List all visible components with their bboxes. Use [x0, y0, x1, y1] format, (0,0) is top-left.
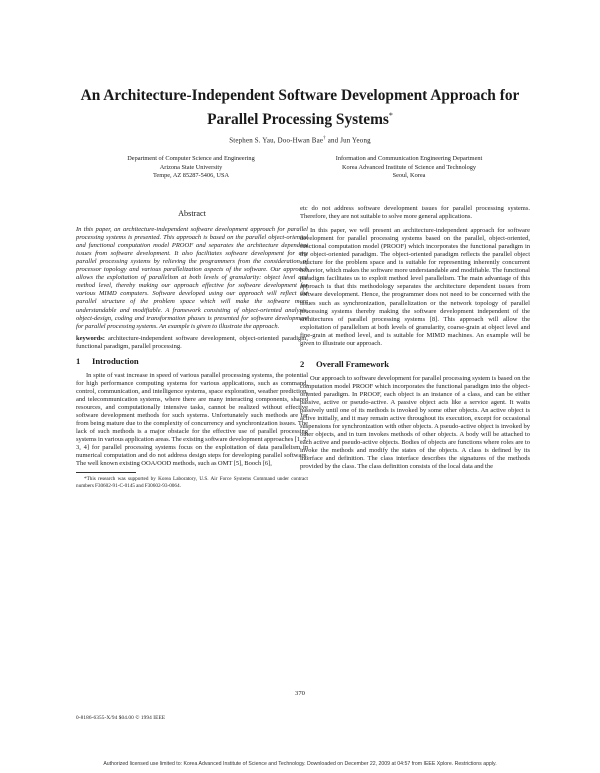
section-2-body: Our approach to software development for parallel processing system is based on the computation model PROOF which incorporates the functional paradigm into the object-oriented paradigm. In PROOF, each object is an instance of a class, and can be either passive, active or pseudo-active. A passive object acts like a service agent. It waits passively until one of its methods is invoked by some other objects. An active object is active initially, and it may remain active throughout its execution, except for occasional suspensions for synchronization with other objects. A pseudo-active object is invoked by other objects, and in turn invokes methods of other objects. A body will be attached to each active and pseudo-active objects. Bodies of objects are functions where roles are to invoke the methods and modify the states of the objects. A class is defined by its interface and definition. The class interface describes the signatures of the methods provided by the class. The class definition consists of the local data and the [300, 374, 530, 471]
affiliation-kaist [296, 155, 522, 181]
paper-title-line-1: An Architecture-Independent Software Development Approach for [80, 87, 520, 104]
section-2-title: Overall Framework [316, 358, 390, 369]
keywords-paragraph [76, 335, 308, 351]
affiliation-asu-univ: Arizona State University [159, 163, 223, 171]
section-1-number: 1 [76, 355, 81, 366]
keywords-label: keywords: [76, 334, 105, 342]
section-1-heading [76, 357, 308, 365]
author-yeong: and Jun Yeong [327, 137, 371, 145]
abstract-body: In this paper, an architecture-independent software development approach for parallel processing systems is presented. This approach is based on the parallel object-oriented and functional computation model PROOF and separates the architecture dependent issues from software development. It also facilitates software development for any parallel processing systems by relieving the programmers from the consideration of processor topology and various parallelization aspects of the software. Our approach allows the exploitation of parallelism at both levels of granularity: object level and method level, thereby making our approach effective for software development for various MIMD computers. Software developed using our approach will reflect the parallel structure of the problem space which will make the software more understandable and modifiable. A framework consisting of object-oriented analysis, object-design, coding and transformation phases is presented for software development for parallel processing systems. An example is given to illustrate the approach. [76, 226, 308, 330]
intro-continuation: etc do not address software development issues for parallel processing systems. Therefore, they are not suitable to solve more general applications. [300, 205, 530, 221]
section-2-heading [300, 360, 530, 368]
right-column [300, 205, 530, 471]
affiliation-asu [78, 155, 304, 181]
paper-title [40, 86, 560, 130]
affiliation-kaist-dept: Information and Communication Engineering Department [335, 155, 483, 162]
affiliation-asu-address: Tempe, AZ 85287-5406, USA [153, 172, 229, 180]
author-bae-mark: † [323, 136, 326, 141]
keywords-text: architecture-independent software development, object-oriented paradigm, functional paradigm, parallel processing. [76, 334, 308, 350]
affiliation-asu-dept: Department of Computer Science and Engineering [127, 155, 255, 162]
section-1-title: Introduction [92, 355, 139, 366]
paper-title-line-2: Parallel Processing Systems [207, 111, 389, 129]
abstract-heading: Abstract [178, 209, 206, 218]
section-2-number: 2 [300, 358, 305, 369]
section-1-body: In spite of vast increase in speed of various parallel processing systems, the potential for high performance computing systems for various applications, such as command, control, communication, and intelligence systems, space exploration, weather prediction, and telecommunication systems, where there are many interacting components, shared resources, and computationally intensive tasks, cannot be realized without effective software development methods for such systems. Unfortunately such methods are far from being mature due to the complexity of concurrency and synchronization issues. The lack of such methods is a major obstacle for the effective use of parallel processing systems in various application areas. The existing software development approaches [1, 2, 3, 4] for parallel processing systems focus on the exploitation of data parallelism in numerical computation and do not address design steps for developing parallel software. The well known existing OOA/OOD methods, such as OMT [5], Booch [6], [76, 371, 308, 468]
left-column [76, 210, 308, 489]
intro-paragraph-2: In this paper, we will present an architecture-independent approach for software development for parallel processing systems based on the parallel, object-oriented, functional computation model (PROOF) which incorporates the functional paradigm in the object-oriented paradigm. The object-oriented paradigm reflects the parallel object structure for the problem space and is suitable for representing inherently concurrent behavior, which makes the software more understandable and modifiable. The functional paradigm facilitates us to exploit method level parallelism. The main advantage of this approach is that this methodology separates the architecture dependent issues from software development. Hence, the programmer does not need to be concerned with the issues such as synchronization, parallelization or the network topology of parallel processing systems thereby making the software development independent of the architectures of parallel processing systems [8]. This approach will allow the exploitation of parallelism at both levels of granularity, coarse-grain at object level and fine-grain at method level, and is suitable for MIMD machines. An example will be given to illustrate our approach. [300, 227, 530, 347]
affiliation-kaist-address: Seoul, Korea [392, 172, 426, 180]
affiliation-kaist-inst: Korea Advanced Institute of Science and Technology [341, 163, 477, 171]
author-bae: Doo-Hwan Bae [277, 137, 324, 145]
license-notice: Authorized licensed use limited to: Korea Advanced Institute of Science and Technology. Downloaded on December 22, 2009 at 04:57 from IEEE Xplore. Restrictions apply. [103, 761, 497, 767]
author-list [0, 136, 600, 144]
title-footnote-mark: * [388, 111, 393, 120]
footnote-rule [76, 472, 136, 473]
author-yau: Stephen S. Yau, [229, 137, 276, 145]
publication-info: 0-8186-6355-X/94 $04.00 © 1994 IEEE [76, 715, 166, 721]
footnote-text: *This research was supported by Korea Laboratory, U.S. Air Force Systems Command under contract numbers F30602-91-C-0145 and F30602-93-0064. [76, 476, 308, 489]
page-number: 370 [295, 690, 305, 697]
